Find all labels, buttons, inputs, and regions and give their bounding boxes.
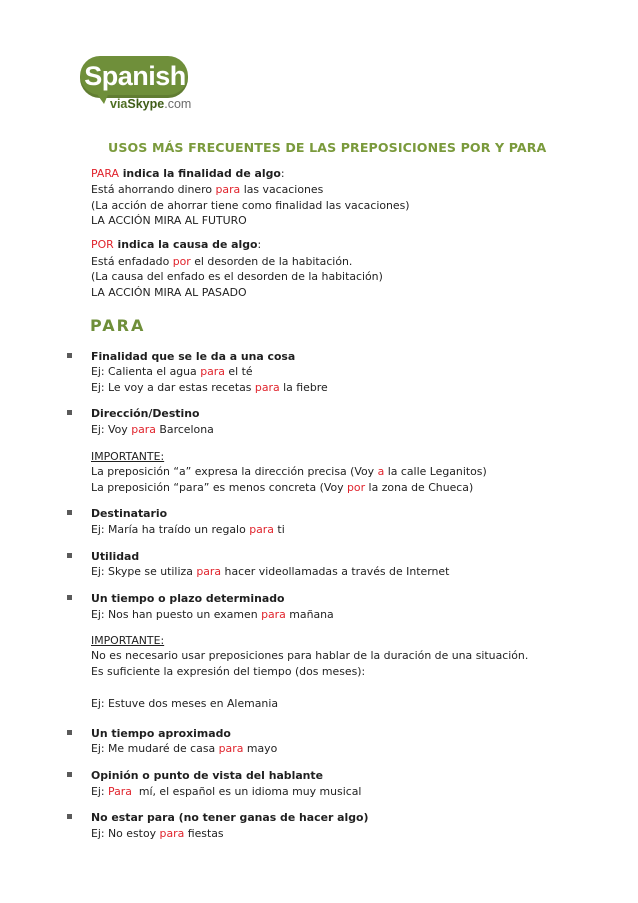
highlight: para	[196, 565, 222, 578]
text: mañana	[285, 608, 334, 621]
highlight: para	[159, 827, 185, 840]
item-no-estar-para-example	[91, 826, 224, 841]
text: Ej: Me mudaré de casa	[91, 742, 219, 755]
item-direccion-important-label: IMPORTANTE:	[91, 450, 165, 463]
heading-text: indica la causa de algo	[113, 238, 258, 251]
highlight: a	[377, 465, 385, 478]
item-aproximado-example	[91, 741, 277, 756]
item-plazo-important-label: IMPORTANTE:	[91, 634, 165, 647]
text: ti	[273, 523, 285, 536]
highlight: por	[172, 255, 191, 268]
item-plazo-example-2: Ej: Estuve dos meses en Alemania	[91, 697, 279, 710]
intro-para-example	[91, 182, 323, 197]
text: Ej: No estoy	[91, 827, 160, 840]
item-plazo-note-2: Es suficiente la expresión del tiempo (dos meses):	[91, 665, 366, 678]
highlight: Para	[108, 785, 132, 798]
heading-colon: :	[257, 238, 262, 251]
text: La preposición “a” expresa la dirección precisa (Voy	[91, 465, 378, 478]
highlight: para	[249, 523, 274, 536]
keyword: PARA	[91, 167, 119, 180]
text: las vacaciones	[240, 183, 324, 196]
logo-wordmark: Spanish	[84, 61, 186, 91]
item-finalidad-example-1	[91, 364, 253, 379]
intro-para-note: (La acción de ahorrar tiene como finalidad las vacaciones)	[91, 199, 410, 212]
highlight: para	[218, 742, 244, 755]
highlight: para	[200, 365, 225, 378]
item-finalidad-example-2	[91, 380, 328, 395]
text: mayo	[243, 742, 278, 755]
item-title-plazo: Un tiempo o plazo determinado	[91, 592, 285, 605]
intro-para-direction: LA ACCIÓN MIRA AL FUTURO	[91, 214, 247, 227]
bullet-icon	[67, 595, 72, 600]
bullet-icon	[67, 772, 72, 777]
item-title-no-estar-para: No estar para (no tener ganas de hacer algo)	[91, 811, 369, 824]
heading-text: indica la finalidad de algo	[118, 167, 281, 180]
text: la calle Leganitos)	[384, 465, 487, 478]
item-title-opinion: Opinión o punto de vista del hablante	[91, 769, 324, 782]
bullet-icon	[67, 814, 72, 819]
text: Ej: Calienta el agua	[91, 365, 201, 378]
bullet-icon	[67, 410, 72, 415]
item-direccion-note-1	[91, 464, 487, 479]
text: Barcelona	[155, 423, 214, 436]
highlight: para	[254, 381, 280, 394]
item-title-aproximado: Un tiempo aproximado	[91, 727, 231, 740]
text: mí, el español es un idioma muy musical	[131, 785, 362, 798]
intro-por-example	[91, 254, 352, 269]
bullet-icon	[67, 553, 72, 558]
intro-por-direction: LA ACCIÓN MIRA AL PASADO	[91, 286, 247, 299]
item-title-utilidad: Utilidad	[91, 550, 140, 563]
section-heading-para: PARA	[90, 316, 146, 335]
bullet-icon	[67, 510, 72, 515]
intro-por-heading	[91, 237, 261, 252]
logo-skype: Skype	[127, 97, 165, 111]
spanish-via-skype-logo	[80, 56, 200, 116]
highlight: para	[261, 608, 286, 621]
document-title: USOS MÁS FRECUENTES DE LAS PREPOSICIONES POR Y PARA	[108, 140, 547, 155]
item-utilidad-example	[91, 564, 449, 579]
text: hacer videollamadas a través de Internet	[221, 565, 450, 578]
item-plazo-note-1: No es necesario usar preposiciones para hablar de la duración de una situación.	[91, 649, 529, 662]
highlight: para	[131, 423, 156, 436]
text: la zona de Chueca)	[365, 481, 474, 494]
text: la fiebre	[279, 381, 328, 394]
bullet-icon	[67, 730, 72, 735]
text: Está ahorrando dinero	[91, 183, 216, 196]
bullet-icon	[67, 353, 72, 358]
item-opinion-example	[91, 784, 361, 799]
highlight: para	[215, 183, 241, 196]
text: el té	[224, 365, 253, 378]
item-title-finalidad: Finalidad que se le da a una cosa	[91, 350, 296, 363]
logo-domain: .com	[164, 97, 192, 111]
logo-subtitle	[110, 96, 191, 112]
text: Ej: María ha traído un regalo	[91, 523, 250, 536]
item-direccion-example	[91, 422, 214, 437]
heading-colon: :	[280, 167, 285, 180]
text: La preposición “para” es menos concreta (Voy	[91, 481, 348, 494]
intro-por-note: (La causa del enfado es el desorden de la habitación)	[91, 270, 383, 283]
text: fiestas	[184, 827, 224, 840]
keyword: POR	[91, 238, 114, 251]
item-plazo-example	[91, 607, 334, 622]
item-direccion-note-2	[91, 480, 473, 495]
item-title-direccion: Dirección/Destino	[91, 407, 200, 420]
intro-para-heading	[91, 166, 285, 181]
text: Ej: Voy	[91, 423, 132, 436]
logo-via: via	[110, 97, 128, 111]
text: Ej: Le voy a dar estas recetas	[91, 381, 255, 394]
item-destinatario-example	[91, 522, 285, 537]
text: Ej: Skype se utiliza	[91, 565, 197, 578]
text: Ej: Nos han puesto un examen	[91, 608, 262, 621]
text: el desorden de la habitación.	[190, 255, 353, 268]
text: Está enfadado	[91, 255, 173, 268]
item-title-destinatario: Destinatario	[91, 507, 168, 520]
highlight: por	[347, 481, 366, 494]
text: Ej:	[91, 785, 109, 798]
logo-speech-tail	[94, 90, 110, 104]
